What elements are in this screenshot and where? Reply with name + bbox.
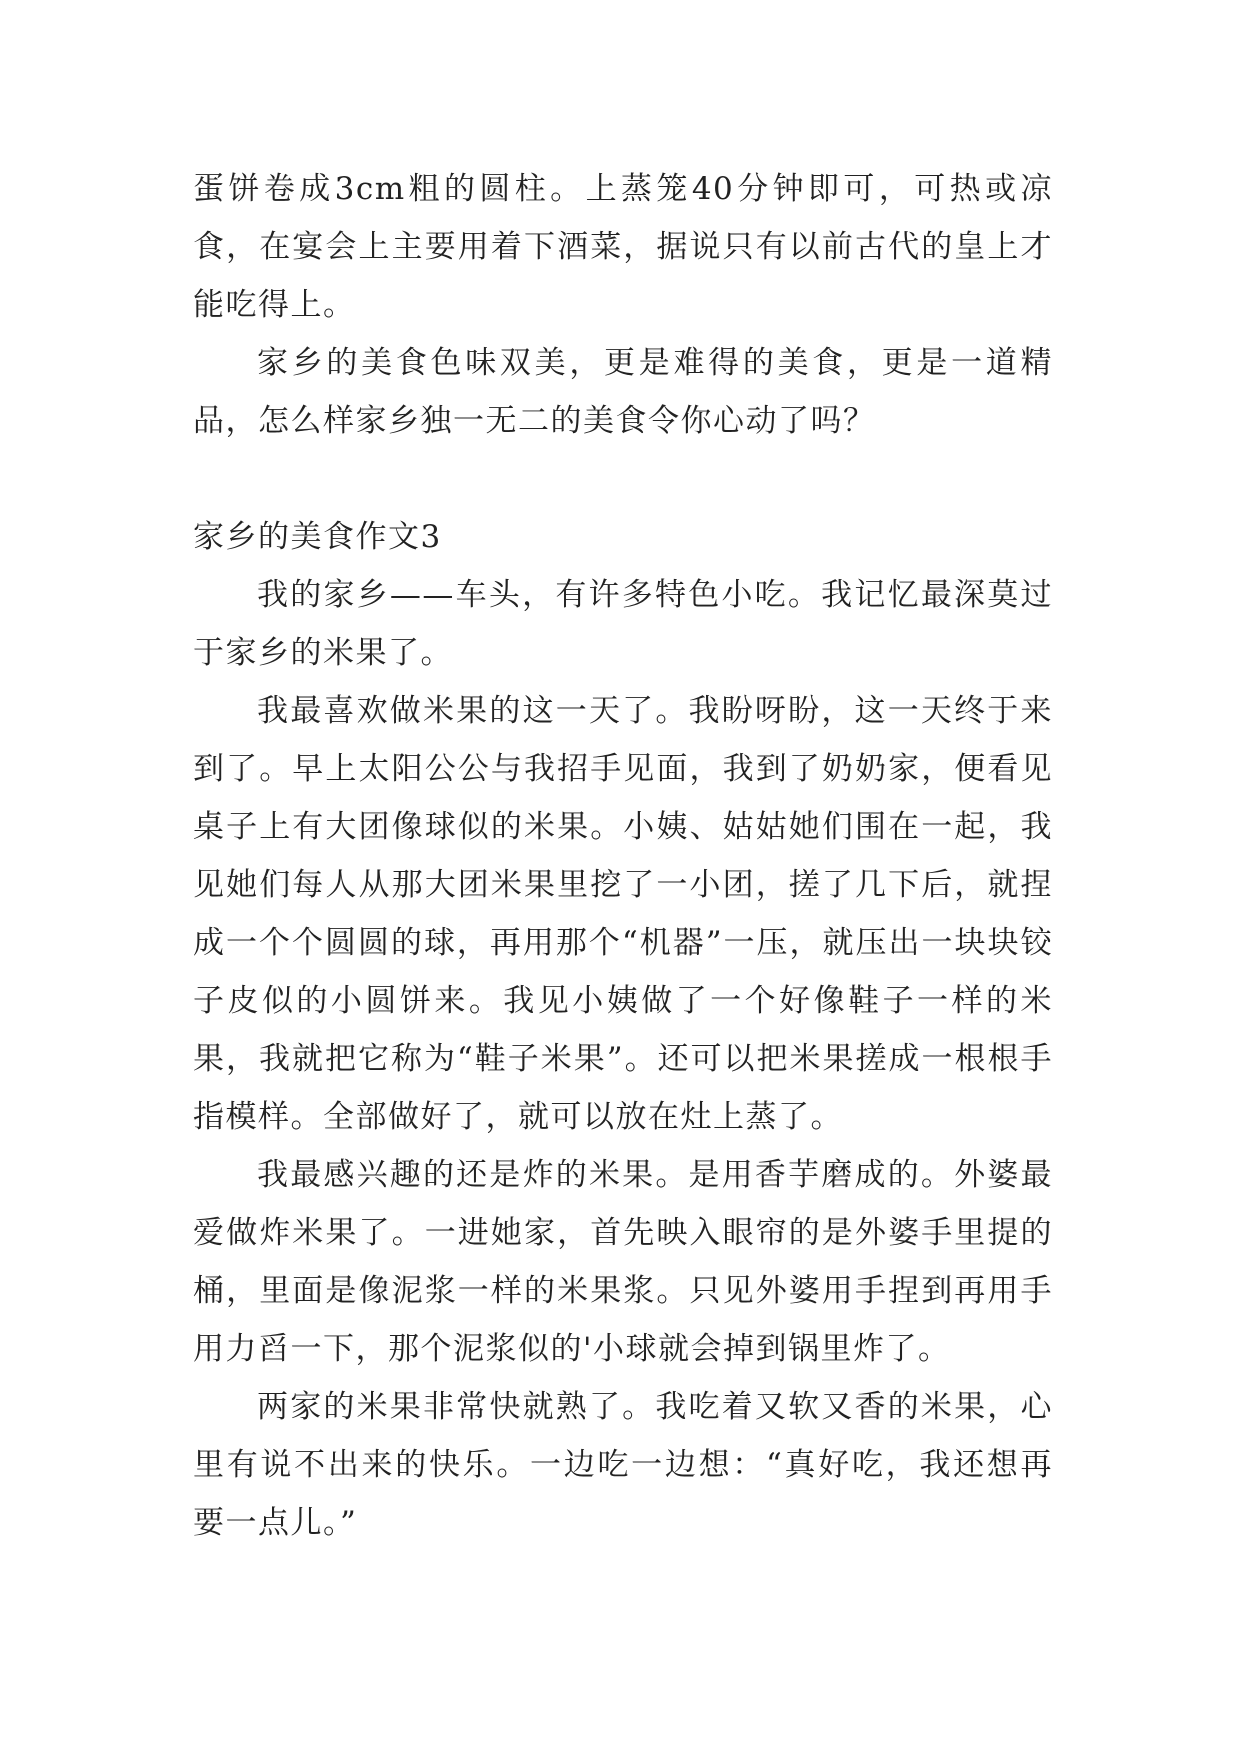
paragraph-3: 我最感兴趣的还是炸的米果。是用香芋磨成的。外婆最爱做炸米果了。一进她家，首先映入眼帘的是外婆手里提的桶，里面是像泥浆一样的米果浆。只见外婆用手捏到再用手用力舀一下，那个泥浆似的'小球就会掉到锅里炸了。 — [193, 1157, 1053, 1367]
paragraph-1: 我的家乡——车头，有许多特色小吃。我记忆最深莫过于家乡的米果了。 — [193, 577, 1053, 671]
continued-paragraph: 蛋饼卷成3cm粗的圆柱。上蒸笼40分钟即可，可热或凉食，在宴会上主要用着下酒菜，据说只有以前古代的皇上才能吃得上。 — [193, 171, 1053, 323]
section-title: 家乡的美食作文3 — [193, 519, 442, 555]
paragraph-4: 两家的米果非常快就熟了。我吃着又软又香的米果，心里有说不出来的快乐。一边吃一边想：“真好吃，我还想再要一点儿。” — [193, 1389, 1053, 1541]
section-spacer — [193, 450, 1053, 508]
closing-paragraph: 家乡的美食色味双美，更是难得的美食，更是一道精品，怎么样家乡独一无二的美食令你心动了吗？ — [193, 345, 1053, 439]
paragraph-2: 我最喜欢做米果的这一天了。我盼呀盼，这一天终于来到了。早上太阳公公与我招手见面，我到了奶奶家，便看见桌子上有大团像球似的米果。小姨、姑姑她们围在一起，我见她们每人从那大团米果里挖了一小团，搓了几下后，就捏成一个个圆圆的球，再用那个“机器”一压，就压出一块块铰子皮似的小圆饼来。我见小姨做了一个好像鞋子一样的米果，我就把它称为“鞋子米果”。还可以把米果搓成一根根手指模样。全部做好了，就可以放在灶上蒸了。 — [193, 693, 1053, 1135]
document-body — [193, 160, 1053, 1552]
